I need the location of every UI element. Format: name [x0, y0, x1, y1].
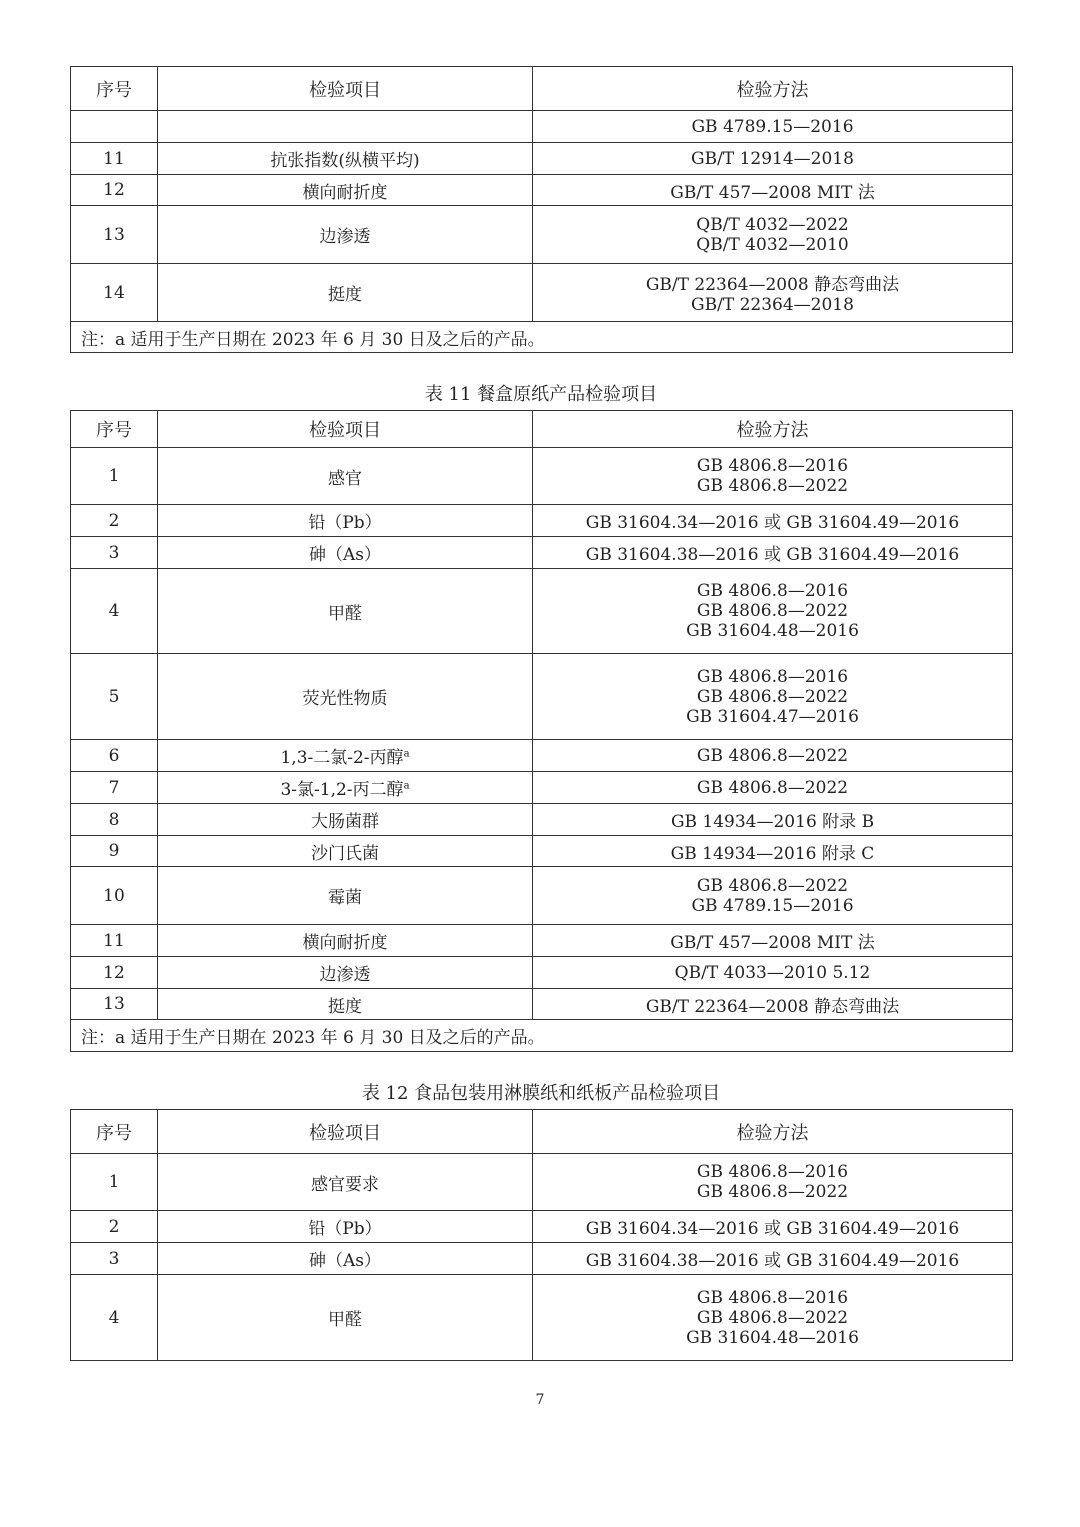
- method-line: GB 31604.38—2016 或 GB 31604.49—2016: [585, 1251, 960, 1271]
- method-line: GB 4806.8—2022: [696, 476, 849, 496]
- row-method: [533, 111, 1013, 143]
- row-num: 2: [71, 1211, 158, 1243]
- row-method: [533, 143, 1013, 175]
- method-line: GB 4806.8—2022: [696, 686, 849, 707]
- table-row: [71, 505, 1013, 537]
- row-method: [533, 1211, 1013, 1243]
- table-note: 注：a 适用于生产日期在 2023 年 6 月 30 日及之后的产品。: [71, 322, 1013, 353]
- table-row: [71, 1275, 1013, 1361]
- table-row: [71, 175, 1013, 206]
- table-row: [71, 1154, 1013, 1211]
- row-item: 荧光性物质: [158, 654, 533, 740]
- row-method: [533, 448, 1013, 505]
- table-row: [71, 957, 1013, 989]
- row-num: 14: [71, 264, 158, 322]
- row-num: 5: [71, 654, 158, 740]
- row-item: 大肠菌群: [158, 804, 533, 836]
- row-num: 2: [71, 505, 158, 537]
- row-method: [533, 505, 1013, 537]
- row-item: 横向耐折度: [158, 175, 533, 206]
- table-row: [71, 925, 1013, 957]
- row-method: [533, 537, 1013, 569]
- row-num: 9: [71, 836, 158, 867]
- method-line: GB/T 457—2008 MIT 法: [670, 933, 875, 953]
- page-number: 7: [535, 1392, 545, 1408]
- table11-block: [70, 380, 1012, 1052]
- table12-caption: 表 12 食品包装用淋膜纸和纸板产品检验项目: [361, 1083, 721, 1104]
- method-line: GB/T 12914—2018: [691, 148, 854, 169]
- row-item: 砷（As）: [158, 537, 533, 569]
- row-item: [158, 772, 533, 804]
- table12-header-row: [71, 1110, 1013, 1154]
- row-method: [533, 1275, 1013, 1361]
- row-method: [533, 175, 1013, 206]
- item-text: 3-氯-1,2-丙二醇: [280, 780, 404, 800]
- row-num: 1: [71, 448, 158, 505]
- method-line: GB 4806.8—2022: [696, 745, 849, 766]
- method-line: GB 4806.8—2016: [696, 456, 849, 476]
- row-method: [533, 654, 1013, 740]
- method-line: GB 31604.38—2016 或 GB 31604.49—2016: [585, 545, 960, 565]
- row-num: 13: [71, 989, 158, 1020]
- row-item: 铅（Pb）: [158, 505, 533, 537]
- row-num: 10: [71, 867, 158, 925]
- method-line: GB/T 22364—2008 静态弯曲法: [645, 275, 900, 295]
- row-item: 霉菌: [158, 867, 533, 925]
- table-row: [71, 1211, 1013, 1243]
- table-row: [71, 264, 1013, 322]
- row-item: 沙门氏菌: [158, 836, 533, 867]
- method-line: GB 4789.15—2016: [691, 116, 854, 137]
- row-num: 3: [71, 537, 158, 569]
- row-item: 边渗透: [158, 957, 533, 989]
- row-num: 7: [71, 772, 158, 804]
- method-line: QB/T 4033—2010 5.12: [674, 962, 871, 983]
- row-num: 3: [71, 1243, 158, 1275]
- method-line: GB 4806.8—2022: [696, 1307, 849, 1328]
- header-num: 序号: [71, 67, 158, 111]
- row-item: 横向耐折度: [158, 925, 533, 957]
- table-row: [71, 772, 1013, 804]
- table-row: [71, 143, 1013, 175]
- method-line: GB 31604.34—2016 或 GB 31604.49—2016: [585, 1219, 960, 1239]
- header-item: 检验项目: [158, 67, 533, 111]
- method-line: QB/T 4032—2010: [696, 234, 849, 255]
- table-row: [71, 448, 1013, 505]
- table12-block: [70, 1079, 1012, 1361]
- method-line: GB 31604.48—2016: [686, 1327, 859, 1348]
- method-line: QB/T 4032—2022: [696, 214, 849, 235]
- row-num: [71, 111, 158, 143]
- table-top-block: [70, 66, 1012, 353]
- header-method: 检验方法: [533, 411, 1013, 448]
- row-method: [533, 836, 1013, 867]
- table-top: [70, 66, 1013, 353]
- header-num: 序号: [71, 1110, 158, 1154]
- row-item: [158, 740, 533, 772]
- item-text: 1,3-二氯-2-丙醇: [280, 748, 404, 768]
- method-line: GB 4806.8—2016: [696, 666, 849, 687]
- row-item: 感官要求: [158, 1154, 533, 1211]
- table11-header-row: [71, 411, 1013, 448]
- table-row: [71, 569, 1013, 654]
- table-row: [71, 836, 1013, 867]
- header-method: 检验方法: [533, 1110, 1013, 1154]
- row-method: [533, 989, 1013, 1020]
- header-method: 检验方法: [533, 67, 1013, 111]
- method-line: GB 4806.8—2016: [696, 1162, 849, 1182]
- row-num: 11: [71, 925, 158, 957]
- footnote-mark: a: [403, 748, 410, 760]
- row-num: 13: [71, 206, 158, 264]
- row-num: 4: [71, 569, 158, 654]
- row-method: [533, 867, 1013, 925]
- row-item: 感官: [158, 448, 533, 505]
- row-item: 砷（As）: [158, 1243, 533, 1275]
- row-method: [533, 740, 1013, 772]
- method-line: GB 31604.48—2016: [686, 621, 859, 641]
- row-item: 边渗透: [158, 206, 533, 264]
- row-method: [533, 925, 1013, 957]
- method-line: GB 4806.8—2022: [696, 777, 849, 798]
- table-row: [71, 111, 1013, 143]
- header-num: 序号: [71, 411, 158, 448]
- method-line: GB/T 457—2008 MIT 法: [670, 182, 875, 203]
- row-item: 铅（Pb）: [158, 1211, 533, 1243]
- method-line: GB/T 22364—2008 静态弯曲法: [645, 996, 900, 1017]
- table-row: [71, 989, 1013, 1020]
- row-item: 挺度: [158, 989, 533, 1020]
- method-line: GB 14934—2016 附录 C: [670, 843, 875, 864]
- row-method: [533, 206, 1013, 264]
- table-row: [71, 804, 1013, 836]
- method-line: GB 4806.8—2022: [696, 1182, 849, 1202]
- footnote-mark: a: [403, 780, 410, 792]
- row-method: [533, 957, 1013, 989]
- table-note: 注：a 适用于生产日期在 2023 年 6 月 30 日及之后的产品。: [71, 1020, 1013, 1052]
- table-row: [71, 1243, 1013, 1275]
- row-num: 12: [71, 175, 158, 206]
- row-method: [533, 1243, 1013, 1275]
- row-item: 挺度: [158, 264, 533, 322]
- row-item: 抗张指数(纵横平均): [158, 143, 533, 175]
- method-line: GB 31604.34—2016 或 GB 31604.49—2016: [585, 513, 960, 533]
- row-num: 11: [71, 143, 158, 175]
- table-row: [71, 867, 1013, 925]
- row-method: [533, 772, 1013, 804]
- method-line: GB 4806.8—2022: [696, 601, 849, 621]
- header-item: 检验项目: [158, 1110, 533, 1154]
- table-row: [71, 537, 1013, 569]
- table-row: [71, 206, 1013, 264]
- method-line: GB 4806.8—2016: [696, 1287, 849, 1308]
- header-item: 检验项目: [158, 411, 533, 448]
- table11-caption: 表 11 餐盒原纸产品检验项目: [424, 384, 658, 405]
- table-note-row: [71, 322, 1013, 353]
- method-line: GB 4806.8—2016: [696, 581, 849, 601]
- row-num: 1: [71, 1154, 158, 1211]
- method-line: GB 4806.8—2022: [696, 875, 849, 896]
- row-num: 4: [71, 1275, 158, 1361]
- row-method: [533, 264, 1013, 322]
- table11: [70, 410, 1013, 1052]
- row-num: 12: [71, 957, 158, 989]
- table-note-row: [71, 1020, 1013, 1052]
- row-method: [533, 804, 1013, 836]
- row-method: [533, 569, 1013, 654]
- method-line: GB 14934—2016 附录 B: [670, 812, 875, 832]
- row-item: [158, 111, 533, 143]
- row-num: 8: [71, 804, 158, 836]
- row-item: 甲醛: [158, 569, 533, 654]
- table-top-header-row: [71, 67, 1013, 111]
- table-row: [71, 654, 1013, 740]
- method-line: GB 4789.15—2016: [691, 895, 854, 916]
- row-item: 甲醛: [158, 1275, 533, 1361]
- table-row: [71, 740, 1013, 772]
- method-line: GB/T 22364—2018: [691, 295, 854, 315]
- table12: [70, 1109, 1013, 1361]
- row-num: 6: [71, 740, 158, 772]
- row-method: [533, 1154, 1013, 1211]
- method-line: GB 31604.47—2016: [686, 706, 859, 727]
